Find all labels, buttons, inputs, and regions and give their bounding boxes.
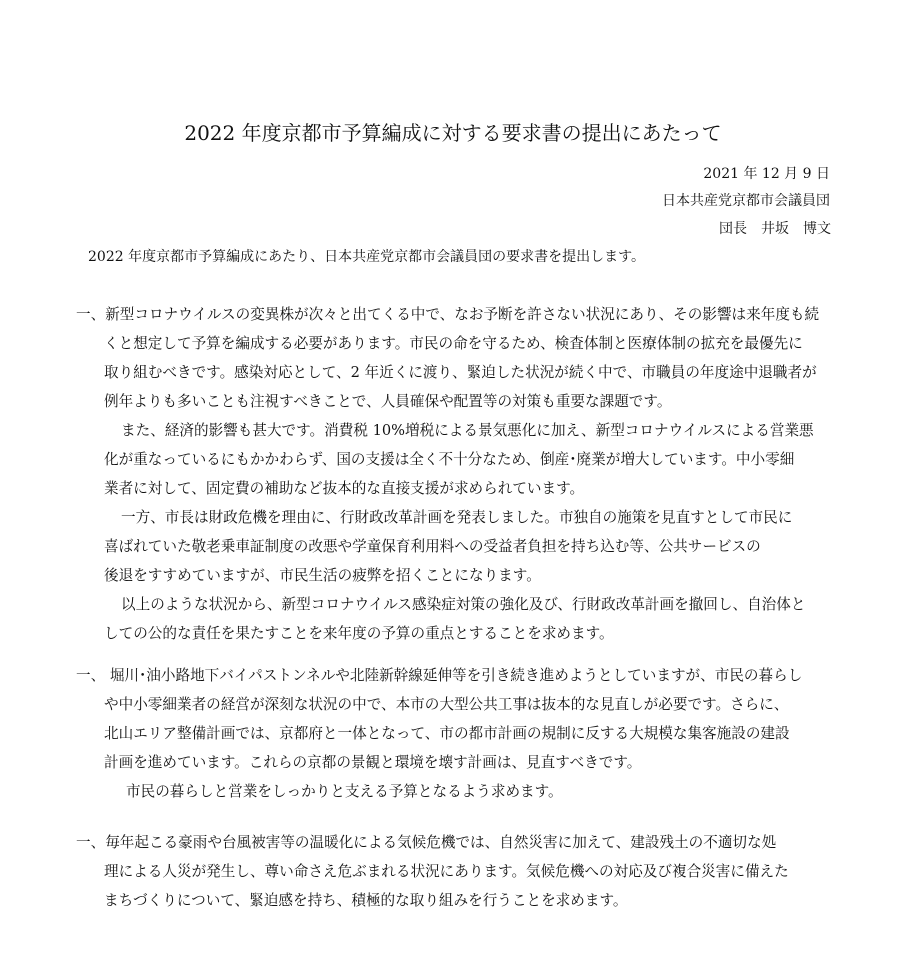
paragraph-line: 一、 堀川･油小路地下バイパストンネルや北陸新幹線延伸等を引き続き進めようとしていますが、市民の暮らし [76, 667, 803, 684]
paragraph-line: 一、新型コロナウイルスの変異株が次々と出てくる中で、なお予断を許さない状況にあり、その影響は来年度も続 [76, 306, 820, 323]
paragraph-line: まちづくりについて、緊迫感を持ち、積極的な取り組みを行うことを求めます。 [104, 892, 628, 909]
paragraph-line: 以上のような状況から、新型コロナウイルス感染症対策の強化及び、行財政改革計画を撤回し、自治体と [121, 596, 806, 613]
paragraph-line: 例年よりも多いことも注視すべきことで、人員確保や配置等の対策も重要な課題です。 [104, 393, 672, 410]
paragraph-line: 一方、市長は財政危機を理由に、行財政改革計画を発表しました。市独自の施策を見直すとして市民に [121, 509, 793, 526]
paragraph-line: 化が重なっているにもかかわらず、国の支援は全く不十分なため、倒産･廃業が増大しています。中小零細 [104, 451, 795, 468]
paragraph-line: 喜ばれていた敬老乗車証制度の改悪や学童保育利用料への受益者負担を持ち込む等、公共サービスの [104, 538, 761, 555]
paragraph-line: や中小零細業者の経営が深刻な状況の中で、本市の大型公共工事は抜本的な見直しが必要です。さらに、 [104, 696, 789, 713]
paragraph-line: 市民の暮らしと営業をしっかりと支える予算となるよう求めます。 [126, 783, 563, 800]
organization-name: 日本共産党京都市会議員団 [662, 193, 830, 209]
section-covid-economy [76, 300, 820, 648]
paragraph-line: 業者に対して、固定費の補助など抜本的な直接支援が求められています。 [104, 480, 585, 497]
document-date: 2021 年 12 月 9 日 [703, 166, 830, 182]
section-climate-crisis [76, 828, 789, 915]
leader-name: 団長 井坂 博文 [719, 221, 831, 237]
paragraph-line: 取り組むべきです。感染対応として、2 年近くに渡り、緊迫した状況が続く中で、市職員の年度途中退職者が [104, 364, 817, 381]
section-public-works [76, 661, 803, 806]
paragraph-line: 後退をすすめていますが、市民生活の疲弊を招くことになります。 [104, 567, 541, 584]
paragraph-line: しての公的な責任を果たすことを来年度の予算の重点とすることを求めます。 [104, 625, 614, 642]
paragraph-line: 北山エリア整備計画では、京都府と一体となって、市の都市計画の規制に反する大規模な集客施設の建設 [104, 725, 790, 742]
paragraph-line: また、経済的影響も甚大です。消費税 10%増税による景気悪化に加え、新型コロナウイルスによる営業悪 [121, 422, 814, 439]
paragraph-line: 理による人災が発生し、尊い命さえ危ぶまれる状況にあります。気候危機への対応及び複合災害に備えた [104, 863, 789, 880]
paragraph-line: 計画を進めています。これらの京都の景観と環境を壊す計画は、見直すべきです。 [104, 754, 642, 771]
paragraph-line: くと想定して予算を編成する必要があります。市民の命を守るため、検査体制と医療体制の拡充を最優先に [104, 335, 803, 352]
document-title: 2022 年度京都市予算編成に対する要求書の提出にあたって [184, 121, 722, 145]
paragraph-line: 一、毎年起こる豪雨や台風被害等の温暖化による気候危機では、自然災害に加えて、建設残土の不適切な処 [76, 834, 777, 851]
intro-paragraph: 2022 年度京都市予算編成にあたり、日本共産党京都市会議員団の要求書を提出します。 [88, 249, 645, 265]
